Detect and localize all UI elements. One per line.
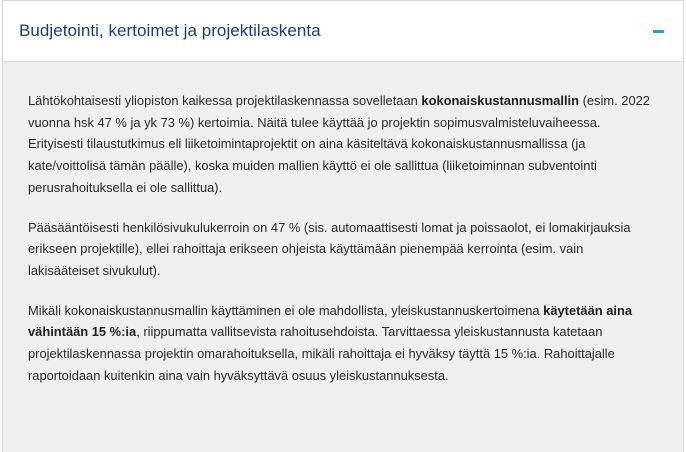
accordion-title: Budjetointi, kertoimet ja projektilaskenta (19, 21, 321, 40)
accordion-content (3, 62, 683, 386)
paragraph-text: , riippumatta vallitsevista rahoitusehdoista. Tarvittaessa yleiskustannusta katetaan projektilaskennassa projektin omarahoituksella, mikäli rahoittaja ei hyväksy täyttä 15 %:ia. Rahoittajalle raportoidaan kuitenkin aina vain hyväksyttävä osuus yleiskustannuksesta. (28, 324, 615, 383)
paragraph-overhead-model (28, 90, 657, 199)
paragraph-text: Mikäli kokonaiskustannusmallin käyttäminen ei ole mahdollista, yleiskustannuskertoimena (28, 302, 544, 318)
paragraph-personnel-coefficient (28, 217, 657, 282)
paragraph-text: (esim. 2022 vuonna hsk 47 % ja yk 73 %) kertoimia. Näitä tulee käyttää jo projektin sopimusvalmisteluvaiheessa. Erityisesti tilaustutkimus eli liiketoimintaprojektit on aina käsiteltävä kokonaiskustannusmallissa (ja kate/voittolisä tämän päälle), koska muiden mallien käyttö ei ole sallittua (liiketoiminnan subventointi perusrahoituksella ei ole sallittua). (28, 93, 650, 195)
paragraph-emphasis: käytetään aina vähintään 15 %:ia (28, 302, 633, 340)
accordion-header[interactable] (3, 0, 683, 62)
paragraph-text: Lähtökohtaisesti yliopiston kaikessa projektilaskennassa sovelletaan (28, 93, 422, 108)
paragraph-text: Pääsääntöisesti henkilösivukulukerroin on 47 % (sis. automaattisesti lomat ja poissaolot, ei lomakirjauksia erikseen projektille), ellei rahoittaja erikseen ohjeista käyttämään pienempää kerrointa (esim. vain lakisääteiset sivukulut). (28, 219, 631, 278)
paragraph-emphasis: kokonaiskustannusmallin (421, 93, 580, 108)
paragraph-minimum-overhead (28, 300, 657, 387)
minus-icon[interactable] (653, 30, 664, 33)
accordion-panel (2, 0, 684, 452)
